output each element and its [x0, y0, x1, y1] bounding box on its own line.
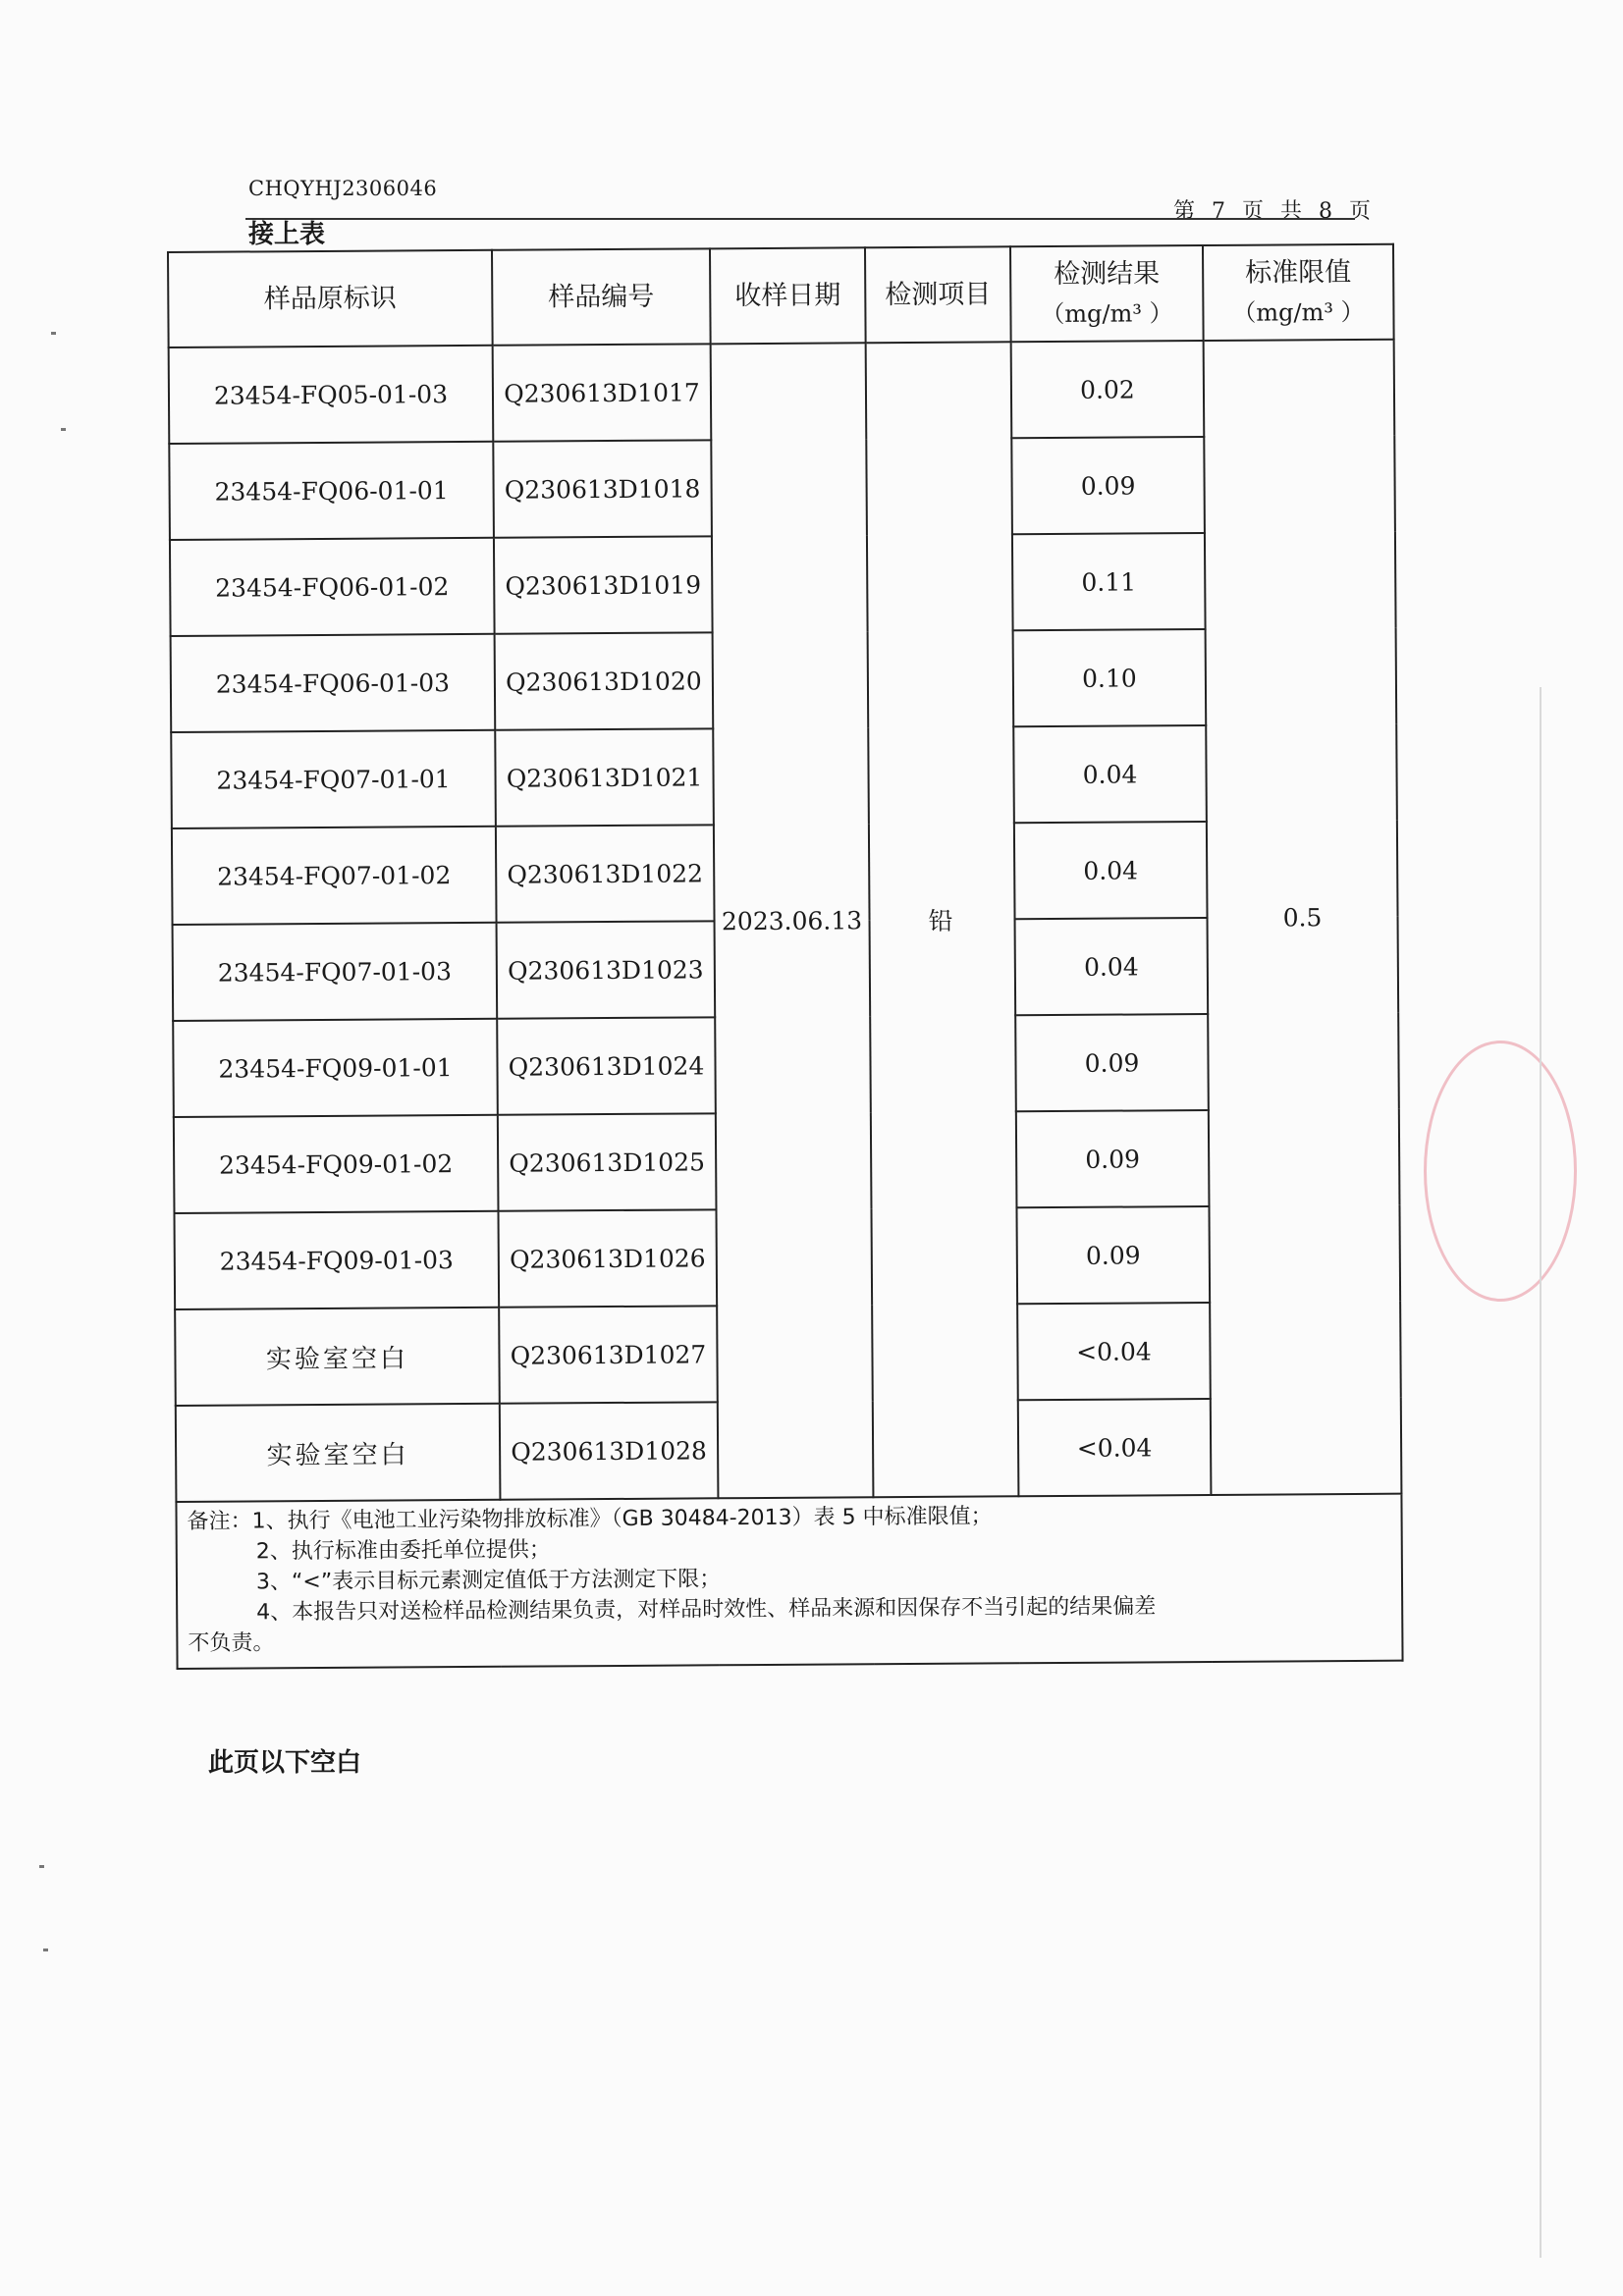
results-table-wrapper [167, 243, 1404, 1670]
cell-sample-no: Q230613D1021 [495, 728, 714, 826]
scan-speck [39, 1865, 44, 1868]
note-line-2: 2、执行标准由委托单位提供； [255, 1537, 551, 1565]
report-number: CHQYHJ2306046 [248, 177, 438, 200]
cell-result: <0.04 [1018, 1399, 1212, 1496]
cell-result: 0.04 [1014, 822, 1208, 919]
notes-cell [176, 1494, 1402, 1669]
seal-stamp [1424, 1041, 1577, 1302]
cell-sample-no: Q230613D1027 [499, 1306, 718, 1403]
col-header-sample-no: 样品编号 [492, 248, 711, 345]
cell-sample-id: 23454-FQ07-01-03 [173, 923, 498, 1021]
cell-sample-id: 23454-FQ09-01-03 [174, 1211, 499, 1309]
col-header-limit-label: 标准限值 [1245, 256, 1352, 289]
col-header-item: 检测项目 [865, 246, 1011, 343]
cell-result: 0.09 [1016, 1206, 1210, 1304]
note-line-1: 备注：1、执行《电池工业污染物排放标准》（GB 30484-2013）表 5 中标准限值； [187, 1504, 993, 1534]
cell-result: 0.11 [1012, 533, 1206, 630]
col-header-limit [1203, 244, 1394, 341]
cell-sample-id: 23454-FQ09-01-01 [173, 1019, 498, 1117]
cell-sample-no: Q230613D1018 [493, 440, 712, 537]
cell-sample-id: 23454-FQ05-01-03 [169, 346, 494, 444]
cell-sample-id: 23454-FQ07-01-01 [171, 730, 496, 828]
page-indicator: 第 7 页 共 8 页 [1173, 199, 1376, 224]
scan-edge-line [1540, 687, 1542, 2258]
col-header-limit-unit: （mg/m³ ） [1232, 297, 1365, 327]
scan-speck [43, 1949, 48, 1951]
note-line-3: 3、“<”表示目标元素测定值低于方法测定下限； [255, 1567, 722, 1595]
cell-result: 0.09 [1016, 1110, 1210, 1207]
cell-sample-id: 23454-FQ06-01-03 [171, 634, 496, 732]
cell-sample-id: 23454-FQ09-01-02 [174, 1115, 499, 1213]
cell-sample-no: Q230613D1022 [496, 825, 715, 922]
table-header-row [168, 244, 1394, 347]
cell-sample-id: 23454-FQ06-01-01 [169, 442, 494, 540]
cell-result: 0.02 [1011, 341, 1205, 438]
cell-sample-no: Q230613D1019 [494, 536, 713, 633]
table-row [169, 340, 1395, 444]
notes-row [176, 1494, 1402, 1669]
cell-limit-value: 0.5 [1204, 340, 1402, 1495]
continued-label: 接上表 [248, 220, 326, 249]
cell-receive-date: 2023.06.13 [711, 343, 874, 1498]
cell-sample-no: Q230613D1023 [497, 921, 716, 1018]
cell-result: 0.09 [1011, 437, 1205, 534]
cell-result: 0.10 [1013, 629, 1207, 726]
scan-speck [61, 428, 66, 431]
blank-below-note: 此页以下空白 [208, 1748, 362, 1778]
cell-sample-id: 23454-FQ06-01-02 [170, 538, 495, 636]
results-table [167, 243, 1404, 1670]
col-header-result-label: 检测结果 [1054, 257, 1161, 290]
header-divider [245, 218, 1355, 220]
cell-sample-no: Q230613D1024 [497, 1017, 716, 1114]
cell-sample-id: 23454-FQ07-01-02 [172, 827, 497, 925]
cell-result: <0.04 [1017, 1303, 1211, 1400]
cell-sample-no: Q230613D1026 [498, 1209, 717, 1307]
cell-sample-id: 实验室空白 [176, 1404, 501, 1502]
cell-result: 0.09 [1015, 1014, 1209, 1111]
cell-result: 0.04 [1013, 725, 1207, 823]
note-line-4: 4、本报告只对送检样品检测结果负责，对样品时效性、样品来源和因保存不当引起的结果偏差 [256, 1594, 1157, 1626]
col-header-sample-id: 样品原标识 [168, 250, 493, 347]
cell-sample-no: Q230613D1017 [493, 344, 712, 441]
cell-sample-no: Q230613D1025 [498, 1113, 717, 1210]
col-header-result-unit: （mg/m³ ） [1041, 298, 1173, 328]
cell-result: 0.04 [1015, 918, 1209, 1015]
cell-sample-no: Q230613D1020 [495, 632, 714, 729]
cell-test-item: 铅 [866, 342, 1019, 1497]
cell-sample-id: 实验室空白 [175, 1308, 500, 1406]
col-header-result [1010, 245, 1204, 342]
scan-speck [51, 332, 56, 335]
col-header-date: 收样日期 [710, 247, 866, 344]
note-line-5: 不负责。 [188, 1630, 275, 1656]
cell-sample-no: Q230613D1028 [500, 1402, 719, 1499]
